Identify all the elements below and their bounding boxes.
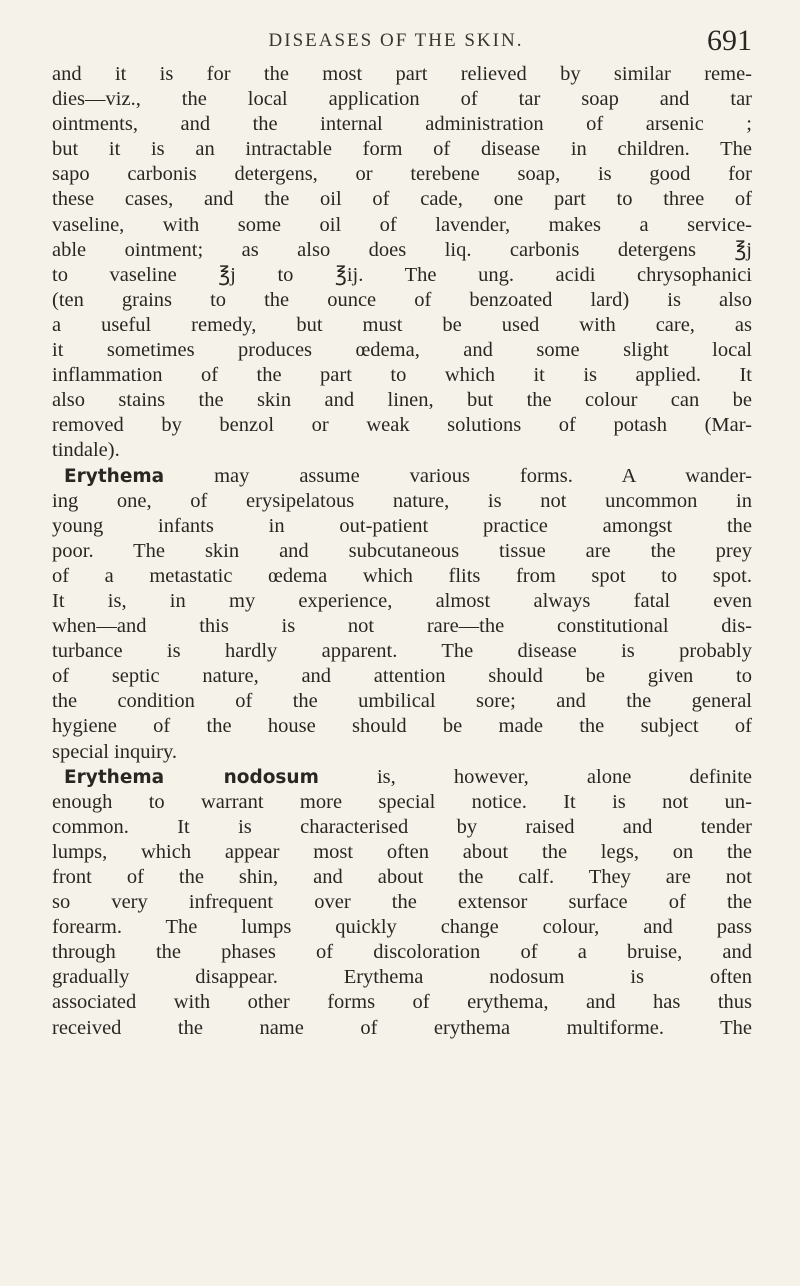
text-line — [52, 187, 752, 212]
line-text: ing one, of erysipelatous nature, is not uncommon in — [52, 489, 752, 512]
line-text: removed by benzol or weak solutions of potash (Mar- — [52, 414, 752, 437]
text-line — [52, 840, 752, 865]
text-line — [52, 940, 752, 965]
text-line — [52, 714, 752, 739]
text-line — [52, 1016, 752, 1041]
text-line — [52, 438, 752, 463]
text-line — [52, 815, 752, 840]
line-text: through the phases of discoloration of a bruise, and — [52, 941, 752, 964]
text-line — [52, 965, 752, 990]
paragraph-lead-line — [52, 765, 752, 790]
line-text: and it is for the most part relieved by similar reme- — [52, 63, 752, 85]
text-line — [52, 614, 752, 639]
text-line — [52, 689, 752, 714]
paragraph-lead-line — [52, 464, 752, 489]
line-text: gradually disappear. Erythema nodosum is often — [52, 966, 752, 989]
line-text: forearm. The lumps quickly change colour, and pass — [52, 916, 752, 939]
line-text: lumps, which appear most often about the legs, on the — [52, 840, 752, 863]
line-text: sapo carbonis detergens, or terebene soap, is good for — [52, 163, 752, 186]
page-number: 691 — [707, 24, 752, 57]
line-text: also stains the skin and linen, but the colour can be — [52, 389, 752, 412]
text-line — [52, 313, 752, 338]
text-line — [52, 338, 752, 363]
text-line — [52, 790, 752, 815]
section-heading: Erythema — [64, 465, 165, 487]
text-line — [52, 865, 752, 890]
running-title: DISEASES OF THE SKIN. — [268, 30, 524, 51]
line-text: it sometimes produces œdema, and some slight local — [52, 339, 752, 362]
line-text: special inquiry. — [52, 740, 178, 763]
text-line — [52, 363, 752, 388]
text-line — [52, 564, 752, 589]
line-text: so very infrequent over the extensor surface of the — [52, 891, 752, 914]
line-text: turbance is hardly apparent. The disease is probably — [52, 640, 752, 663]
text-line — [52, 162, 752, 187]
text-line — [52, 539, 752, 564]
line-text: to vaseline ℥j to ℥ij. The ung. acidi chrysophanici — [52, 263, 752, 286]
line-text: when—and this is not rare—the constitutional dis- — [52, 615, 752, 638]
text-line — [52, 62, 752, 87]
text-line — [52, 489, 752, 514]
text-line — [52, 890, 752, 915]
text-line — [52, 915, 752, 940]
line-text: but it is an intractable form of disease in children. The — [52, 138, 752, 161]
text-line — [52, 263, 752, 288]
line-text: is, however, alone definite — [318, 765, 753, 788]
text-line — [52, 514, 752, 539]
line-text: enough to warrant more special notice. It is not un- — [52, 790, 752, 813]
text-line — [52, 990, 752, 1015]
line-text: received the name of erythema multiforme. The — [52, 1016, 752, 1039]
line-text: may assume various forms. A wander- — [164, 464, 752, 487]
text-line — [52, 213, 752, 238]
line-text: front of the shin, and about the calf. They are not — [52, 866, 752, 888]
body-text — [52, 62, 752, 1041]
line-text: of septic nature, and attention should be given to — [52, 665, 752, 688]
line-text: able ointment; as also does liq. carbonis detergens ℥j — [52, 238, 752, 261]
section-heading: Erythema nodosum — [64, 766, 319, 788]
text-line — [52, 288, 752, 313]
line-text: (ten grains to the ounce of benzoated lard) is also — [52, 288, 752, 311]
line-text: the condition of the umbilical sore; and the general — [52, 690, 752, 713]
text-line — [52, 589, 752, 614]
text-line — [52, 664, 752, 689]
line-text: ointments, and the internal administration of arsenic ; — [52, 113, 752, 136]
line-text: tindale). — [52, 439, 120, 462]
line-text: It is, in my experience, almost always fatal even — [52, 589, 752, 612]
line-text: a useful remedy, but must be used with care, as — [52, 313, 752, 336]
line-text: these cases, and the oil of cade, one part to three of — [52, 188, 752, 211]
text-line — [52, 137, 752, 162]
line-text: associated with other forms of erythema, and has thus — [52, 991, 752, 1014]
text-line — [52, 639, 752, 664]
line-text: hygiene of the house should be made the subject of — [52, 715, 752, 738]
text-line — [52, 87, 752, 112]
text-line — [52, 112, 752, 137]
line-text: common. It is characterised by raised and tender — [52, 815, 752, 838]
line-text: vaseline, with some oil of lavender, makes a service- — [52, 213, 752, 236]
text-line — [52, 388, 752, 413]
text-line — [52, 413, 752, 438]
line-text: young infants in out-patient practice amongst the — [52, 514, 752, 537]
line-text: poor. The skin and subcutaneous tissue are the prey — [52, 539, 752, 562]
line-text: inflammation of the part to which it is applied. It — [52, 364, 752, 387]
text-line — [52, 740, 752, 765]
text-line — [52, 238, 752, 263]
line-text: of a metastatic œdema which flits from spot to spot. — [52, 564, 752, 587]
line-text: dies—viz., the local application of tar soap and tar — [52, 88, 752, 111]
